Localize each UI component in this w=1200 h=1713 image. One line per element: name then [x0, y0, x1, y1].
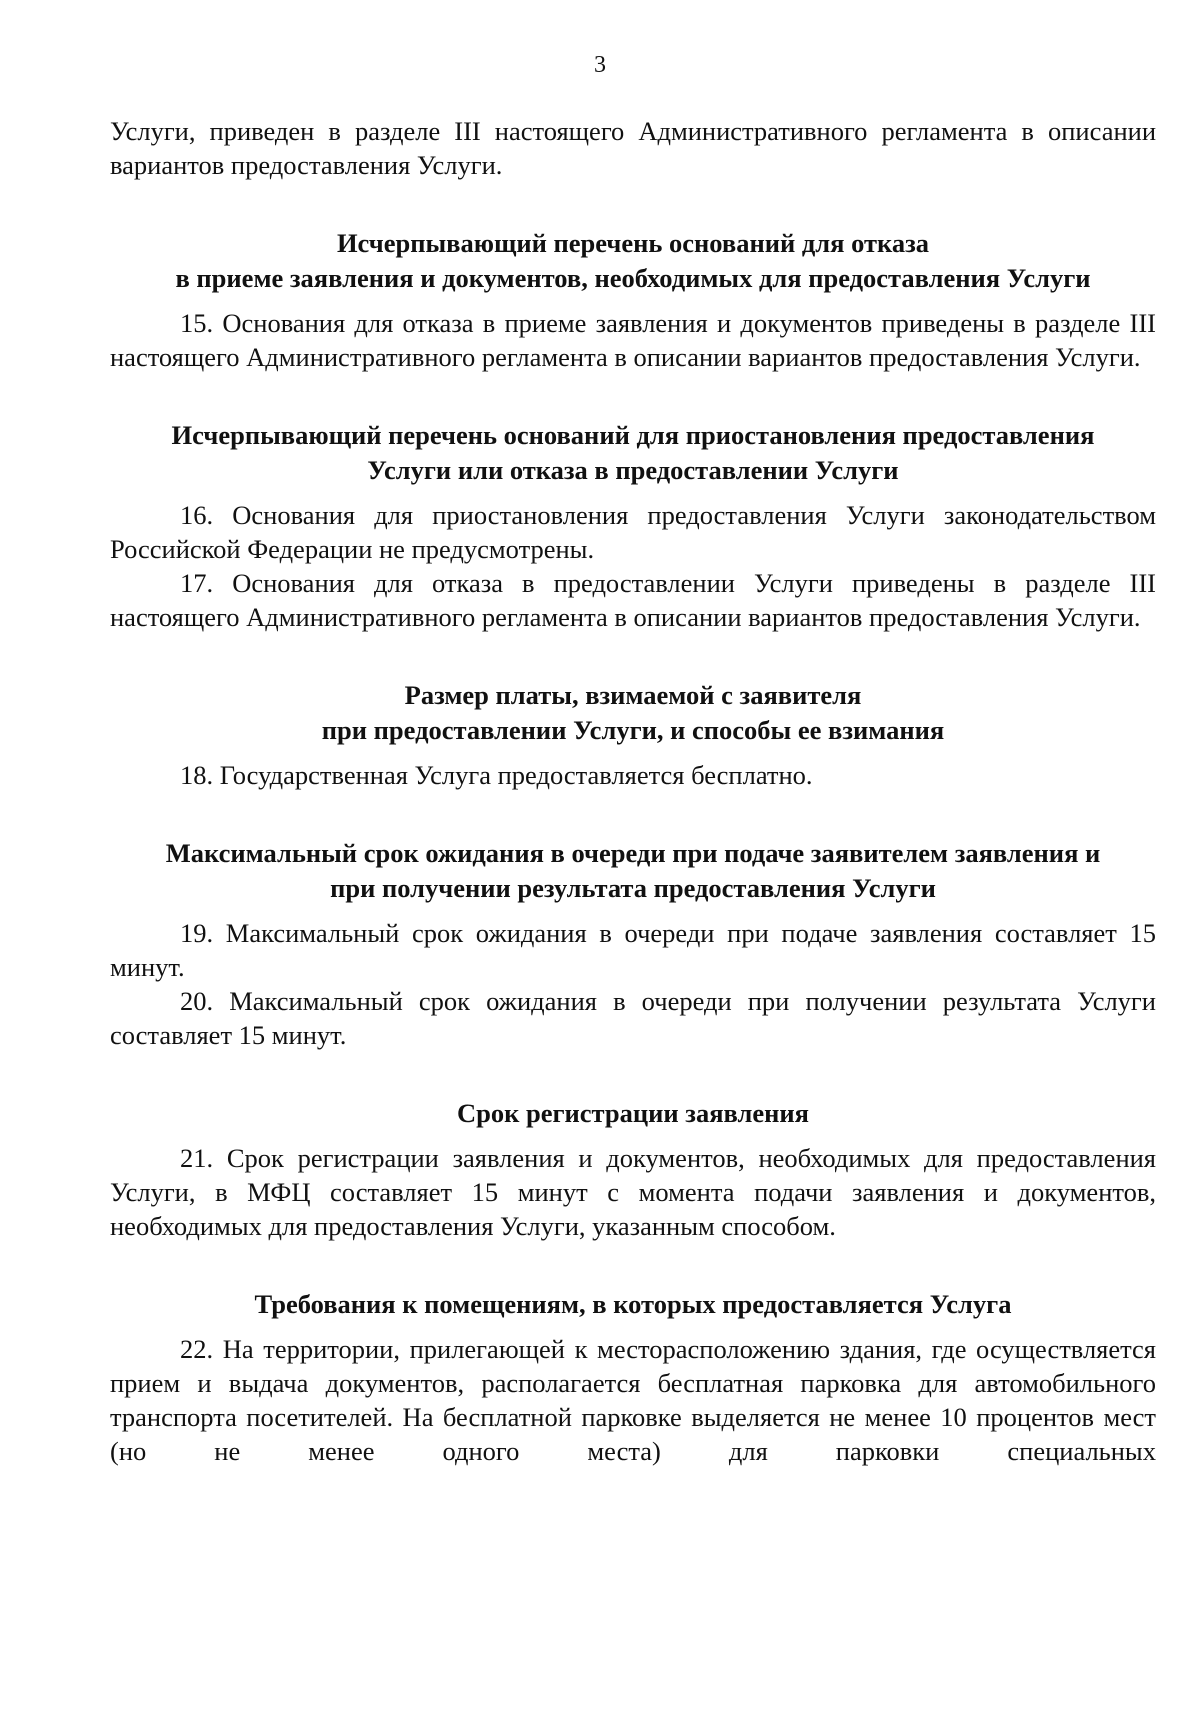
heading-line: Максимальный срок ожидания в очереди при подаче заявителем заявления и: [165, 838, 1101, 868]
paragraph-19: 19. Максимальный срок ожидания в очереди при подаче заявления составляет 15 минут.: [110, 918, 1156, 982]
section-fee: [110, 678, 1156, 792]
heading-line: Исчерпывающий перечень оснований для отказа: [336, 228, 930, 258]
paragraph-21: 21. Срок регистрации заявления и документов, необходимых для предоставления Услуги, в МФЦ составляет 15 минут с момента подачи заявления и документов, необходимых для предоставления Услуги, указанным способом.: [110, 1143, 1156, 1241]
paragraph-22: 22. На территории, прилегающей к месторасположению здания, где осуществляется прием и выдача документов, располагается бесплатная парковка для автомобильного транспорта посетителей. На бесплатной парковке выделяется не менее 10 процентов мест (но не менее одного места) для парковки специальных: [110, 1334, 1156, 1466]
page-content: [110, 114, 1156, 1468]
section-registration-time: [110, 1096, 1156, 1243]
heading-line: Срок регистрации заявления: [456, 1098, 810, 1128]
heading-line: Услуги или отказа в предоставлении Услуги: [367, 455, 899, 485]
heading-line: при предоставлении Услуги, и способы ее взимания: [321, 715, 945, 745]
heading-line: Исчерпывающий перечень оснований для приостановления предоставления: [171, 420, 1095, 450]
section-heading: [110, 418, 1156, 488]
section-waiting-time: [110, 836, 1156, 1052]
section-heading: [110, 1096, 1156, 1131]
section-refusal-acceptance: [110, 226, 1156, 374]
paragraph-18: 18. Государственная Услуга предоставляется бесплатно.: [180, 760, 813, 790]
section-heading: [110, 226, 1156, 296]
section-suspension-refusal: [110, 418, 1156, 634]
paragraph-20: 20. Максимальный срок ожидания в очереди при получении результата Услуги составляет 15 минут.: [110, 986, 1156, 1050]
paragraph-17: 17. Основания для отказа в предоставлении Услуги приведены в разделе III настоящего Административного регламента в описании вариантов предоставления Услуги.: [110, 568, 1156, 632]
paragraph-15: 15. Основания для отказа в приеме заявления и документов приведены в разделе III настоящего Административного регламента в описании вариантов предоставления Услуги.: [110, 308, 1156, 372]
page-number: 3: [594, 52, 606, 78]
section-heading: [110, 836, 1156, 906]
section-heading: [110, 678, 1156, 748]
heading-line: в приеме заявления и документов, необходимых для предоставления Услуги: [175, 263, 1091, 293]
paragraph-16: 16. Основания для приостановления предоставления Услуги законодательством Российской Федерации не предусмотрены.: [110, 500, 1156, 564]
section-heading: [110, 1287, 1156, 1322]
section-premises-requirements: [110, 1287, 1156, 1468]
heading-line: при получении результата предоставления Услуги: [330, 873, 936, 903]
heading-line: Требования к помещениям, в которых предоставляется Услуга: [254, 1289, 1012, 1319]
heading-line: Размер платы, взимаемой с заявителя: [404, 680, 862, 710]
intro-paragraph: Услуги, приведен в разделе III настоящего Административного регламента в описании вариантов предоставления Услуги.: [110, 116, 1156, 180]
